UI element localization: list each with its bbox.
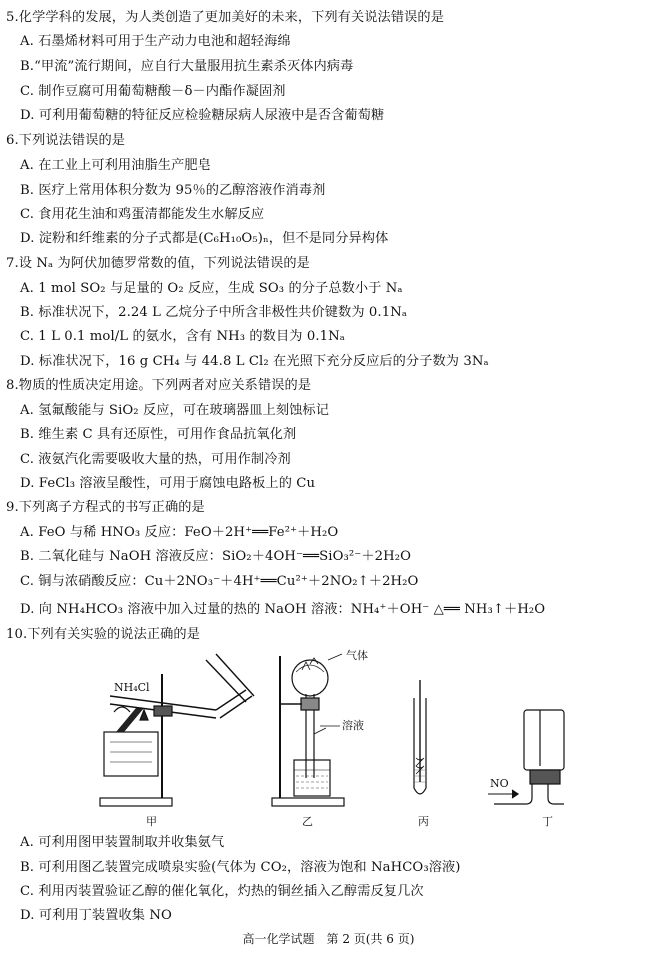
question-8-stem: 8.物质的性质决定用途。下列两者对应关系错误的是 xyxy=(6,378,312,393)
question-5-option-c: C. 制作豆腐可用葡萄糖酸－δ－内酯作凝固剂 xyxy=(20,84,286,99)
page-footer: 高一化学试题 第 2 页(共 6 页) xyxy=(242,932,415,946)
ding-caption: 丁 xyxy=(542,815,553,828)
question-7-option-a: A. 1 mol SO₂ 与足量的 O₂ 反应，生成 SO₃ 的分子总数小于 Nₐ xyxy=(20,281,403,296)
yi-solution-label: 溶液 xyxy=(342,719,364,732)
question-7-option-d: D. 标准状况下，16 g CH₄ 与 44.8 L Cl₂ 在光照下充分反应后的分子数为 3Nₐ xyxy=(20,354,489,369)
question-8-option-b: B. 维生素 C 具有还原性，可用作食品抗氧化剂 xyxy=(20,427,297,442)
yi-caption: 乙 xyxy=(302,815,313,828)
apparatus-figures xyxy=(96,650,566,830)
ding-inlet-label: NO xyxy=(490,777,509,790)
question-5-stem: 5.化学学科的发展，为人类创造了更加美好的未来，下列有关说法错误的是 xyxy=(6,10,444,25)
question-9-option-a: A. FeO 与稀 HNO₃ 反应：FeO＋2H⁺══Fe²⁺＋H₂O xyxy=(20,525,339,540)
question-7-option-c: C. 1 L 0.1 mol/L 的氨水，含有 NH₃ 的数目为 0.1Nₐ xyxy=(20,329,345,344)
question-10-option-d: D. 可利用丁装置收集 NO xyxy=(20,908,172,923)
question-10-option-b: B. 可利用图乙装置完成喷泉实验(气体为 CO₂，溶液为饱和 NaHCO₃溶液) xyxy=(20,860,461,875)
question-9-stem: 9.下列离子方程式的书写正确的是 xyxy=(6,500,205,515)
question-5-option-b: B.“甲流”流行期间，应自行大量服用抗生素杀灭体内病毒 xyxy=(20,59,354,74)
bing-caption: 丙 xyxy=(418,815,429,828)
question-6-stem: 6.下列说法错误的是 xyxy=(6,133,126,148)
apparatus-yi xyxy=(272,654,344,806)
question-8-option-a: A. 氢氟酸能与 SiO₂ 反应，可在玻璃器皿上刻蚀标记 xyxy=(20,403,330,418)
question-9-option-d: D. 向 NH₄HCO₃ 溶液中加入过量的热的 NaOH 溶液：NH₄⁺＋OH⁻ △══ NH₃↑＋H₂O xyxy=(20,602,546,617)
question-9-option-b: B. 二氧化硅与 NaOH 溶液反应：SiO₂＋4OH⁻══SiO₃²⁻＋2H₂O xyxy=(20,549,411,564)
question-6-option-b: B. 医疗上常用体积分数为 95％的乙醇溶液作消毒剂 xyxy=(20,183,326,198)
question-8-option-c: C. 液氨汽化需要吸收大量的热，可用作制冷剂 xyxy=(20,452,291,467)
question-6-option-a: A. 在工业上可利用油脂生产肥皂 xyxy=(20,158,211,173)
question-10-stem: 10.下列有关实验的说法正确的是 xyxy=(6,627,201,642)
question-7-option-b: B. 标准状况下，2.24 L 乙烷分子中所含非极性共价键数为 0.1Nₐ xyxy=(20,305,408,320)
question-10-option-c: C. 利用丙装置验证乙醇的催化氧化，灼热的铜丝插入乙醇需反复几次 xyxy=(20,884,424,899)
yi-gas-label: 气体 xyxy=(346,649,368,662)
apparatus-jia xyxy=(100,654,254,806)
question-8-option-d: D. FeCl₃ 溶液呈酸性，可用于腐蚀电路板上的 Cu xyxy=(20,476,316,491)
question-10-option-a: A. 可利用图甲装置制取并收集氨气 xyxy=(20,835,225,850)
question-6-option-d: D. 淀粉和纤维素的分子式都是(C₆H₁₀O₅)ₙ，但不是同分异构体 xyxy=(20,231,389,246)
question-6-option-c: C. 食用花生油和鸡蛋清都能发生水解反应 xyxy=(20,207,265,222)
jia-caption: 甲 xyxy=(146,815,157,828)
question-5-option-d: D. 可利用葡萄糖的特征反应检验糖尿病人尿液中是否含葡萄糖 xyxy=(20,108,385,123)
question-9-option-c: C. 铜与浓硝酸反应：Cu＋2NO₃⁻＋4H⁺══Cu²⁺＋2NO₂↑＋2H₂O xyxy=(20,574,419,589)
question-5-option-a: A. 石墨烯材料可用于生产动力电池和超轻海绵 xyxy=(20,34,291,49)
jia-reagent-label: NH₄Cl xyxy=(114,681,150,694)
apparatus-bing xyxy=(414,680,426,794)
question-7-stem: 7.设 Nₐ 为阿伏加德罗常数的值，下列说法错误的是 xyxy=(6,256,310,271)
apparatus-drawing xyxy=(96,650,566,830)
